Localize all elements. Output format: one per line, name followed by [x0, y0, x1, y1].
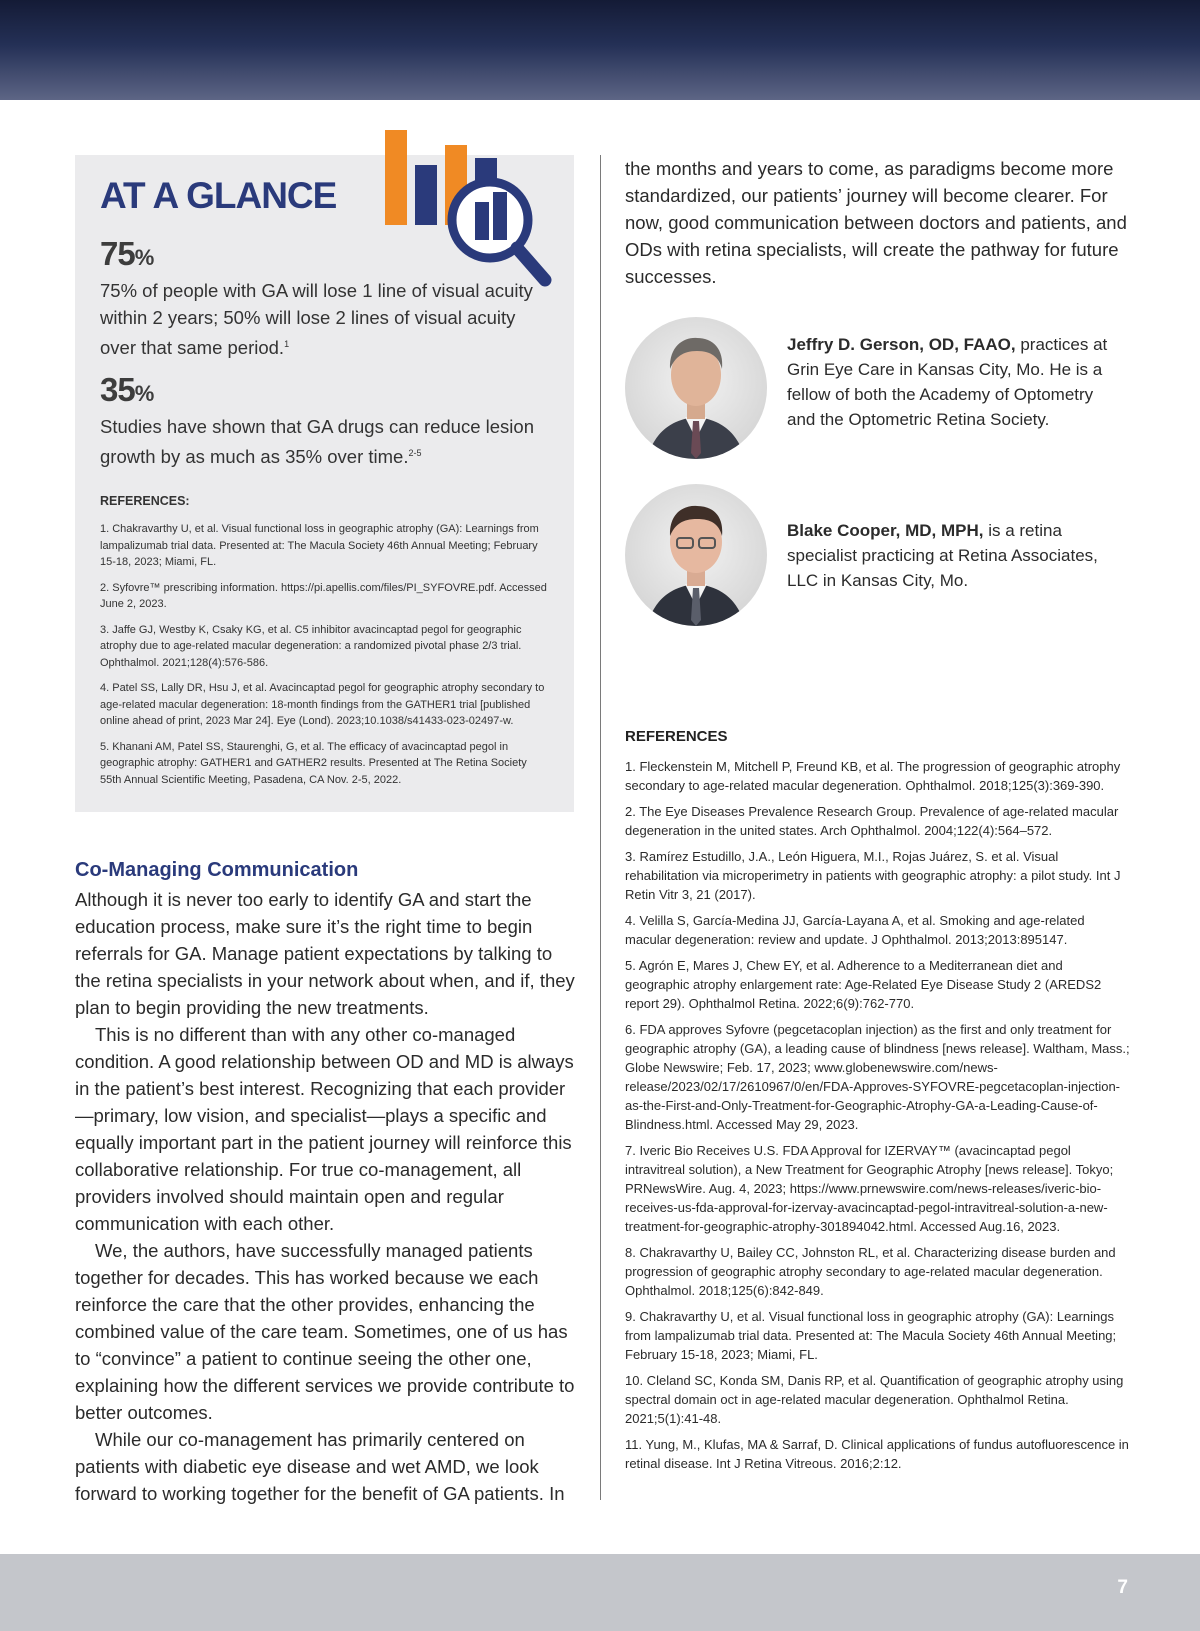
header-band — [0, 0, 1200, 100]
stat-75-value: 75% — [100, 235, 154, 272]
glance-reference: 4. Patel SS, Lally DR, Hsu J, et al. Avacincaptad pegol for geographic atrophy secondary to age-related macular degeneration: 18-month findings from the GATHER1 trial [published online ahead of print, 2023 Mar 24]. Eye (Lond). 2023;10.1038/s41433-023-02497-w. — [100, 682, 545, 727]
avatar — [625, 484, 767, 626]
footer-band — [0, 1554, 1200, 1631]
person-portrait-icon — [625, 317, 767, 459]
reference: 8. Chakravarthy U, Bailey CC, Johnston RL, et al. Characterizing disease burden and progression of geographic atrophy secondary to age-related macular degeneration. Ophthalmol. 2018;125(6):842-849. — [625, 1245, 1116, 1298]
glance-reference: 5. Khanani AM, Patel SS, Staurenghi, G, et al. The efficacy of avacincaptad pegol in geographic atrophy: GATHER1 and GATHER2 results. Presented at The Retina Society 55th Annual Scientific Meeting, Pasadena, CA Nov. 2-5, 2022. — [100, 740, 527, 786]
reference: 10. Cleland SC, Konda SM, Danis RP, et al. Quantification of geographic atrophy using spectral domain oct in age-related macular degeneration. Ophthalmol Retina. 2021;5(1):41-48. — [625, 1373, 1124, 1426]
article-body-right: the months and years to come, as paradigms become more standardized, our patients’ journey will become clearer. For now, good communication between doctors and patients, and ODs with retina specialists, will create the pathway for future successes. — [625, 158, 1127, 287]
author-bio: Blake Cooper, MD, MPH, is a retina specialist practicing at Retina Associates, LLC in Kansas City, Mo. — [787, 521, 1098, 590]
author-bio: Jeffry D. Gerson, OD, FAAO, practices at Grin Eye Care in Kansas City, Mo. He is a fellow of both the Academy of Optometry and the Optometric Retina Society. — [787, 335, 1108, 429]
person-portrait-icon — [625, 484, 767, 626]
page-number: 7 — [1117, 1577, 1128, 1598]
reference: 9. Chakravarthy U, et al. Visual functional loss in geographic atrophy (GA): Learnings from lampalizumab trial data. Presented at: The Macula Society 46th Annual Meeting; February 15-18, 2023; Miami, FL. — [625, 1309, 1117, 1362]
article-body-left — [75, 886, 580, 1507]
paragraph: While our co-management has primarily centered on patients with diabetic eye disease and wet AMD, we look forward to working together for the benefit of GA patients. In — [75, 1429, 565, 1504]
stat-35-value: 35% — [100, 371, 154, 408]
glance-title: AT A GLANCE — [100, 175, 337, 216]
references-title: REFERENCES — [625, 728, 728, 745]
reference: 2. The Eye Diseases Prevalence Research Group. Prevalence of age-related macular degeneration in the united states. Arch Ophthalmol. 2004;122(4):564–572. — [625, 804, 1119, 838]
author-card-cooper — [625, 484, 1145, 629]
at-a-glance-box — [75, 155, 574, 812]
stat-35-text: Studies have shown that GA drugs can reduce lesion growth by as much as 35% over time.$^{2-5}$ — [100, 416, 534, 468]
reference: 11. Yung, M., Klufas, MA & Sarraf, D. Clinical applications of fundus autofluorescence in retinal disease. Int J Retina Vitreous. 2016;2:12. — [625, 1437, 1129, 1471]
author-card-gerson — [625, 317, 1145, 462]
reference: 6. FDA approves Syfovre (pegcetacoplan injection) as the first and only treatment for geographic atrophy (GA), a leading cause of blindness [news release]. Waltham, Mass.; Globe Newswire; Feb. 17, 2023; www.globenewswire.com/news-release/2023/02/17/2610967/0/en/FDA-Approves-SYFOVRE-pegcetacoplan-injection-as-the-First-and-Only-Treatment-for-Geographic-Atrophy-GA-a-Leading-Cause-of-Blindness.html. Accessed May 29, 2023. — [625, 1022, 1130, 1132]
paragraph: We, the authors, have successfully managed patients together for decades. This has worked because we each reinforce the care that the other provides, enhancing the combined value of the care team. Sometimes, one of us has to “convince” a patient to continue seeing the other one, explaining how the different services we provide contribute to better outcomes. — [75, 1240, 575, 1423]
glance-reference: 3. Jaffe GJ, Westby K, Csaky KG, et al. C5 inhibitor avacincaptad pegol for geographic atrophy due to age-related macular degeneration: a randomized pivotal phase 2/3 trial. Ophthalmol. 2021;128(4):576-586. — [100, 623, 522, 669]
glance-references-title: REFERENCES: — [100, 494, 190, 508]
reference: 5. Agrón E, Mares J, Chew EY, et al. Adherence to a Mediterranean diet and geographic atrophy enlargement rate: Age-Related Eye Disease Study 2 (AREDS2 report 29). Ophthalmol Retina. 2022;6(9):762-770. — [625, 958, 1102, 1011]
glance-reference: 2. Syfovre™ prescribing information. https://pi.apellis.com/files/PI_SYFOVRE.pdf. Accessed June 2, 2023. — [100, 581, 547, 610]
reference: 1. Fleckenstein M, Mitchell P, Freund KB, et al. The progression of geographic atrophy secondary to age-related macular degeneration. Ophthalmol. 2018;125(3):369-390. — [625, 759, 1121, 793]
reference: 7. Iveric Bio Receives U.S. FDA Approval for IZERVAY™ (avacincaptad pegol intravitreal solution), a New Treatment for Geographic Atrophy [news release]. Tokyo; PRNewsWire. Aug. 4, 2023; https://www.prnewswire.com/news-releases/iveric-bio-receives-us-fda-approval-for-izervay-avacincaptad-pegol-intravitreal-solution-a-new-treatment-for-geographic-atrophy-301894042.html. Accessed Aug.16, 2023. — [625, 1143, 1114, 1234]
glance-references-list — [100, 521, 550, 797]
paragraph: Although it is never too early to identify GA and start the education process, make sure it’s the right time to begin referrals for GA. Manage patient expectations by talking to the retina specialists in your network about when, and if, they plan to begin providing the new treatments. — [75, 889, 575, 1018]
references-list — [625, 757, 1130, 1480]
avatar — [625, 317, 767, 459]
paragraph: This is no different than with any other co-managed condition. A good relationship between OD and MD is always in the patient’s best interest. Recognizing that each provider—primary, low vision, and specialist—plays a specific and equally important part in the patient journey will reinforce this collaborative relationship. For true co-management, all providers involved should maintain open and regular communication with each other. — [75, 1024, 574, 1234]
stat-75-text: 75% of people with GA will lose 1 line of visual acuity within 2 years; 50% will lose 2 lines of visual acuity over that same period.$^1$ — [100, 280, 533, 359]
section-heading: Co-Managing Communication — [75, 859, 359, 881]
reference: 4. Velilla S, García-Medina JJ, García-Layana A, et al. Smoking and age-related macular degeneration: review and update. J Ophthalmol. 2013;2013:895147. — [625, 913, 1085, 947]
bar-chart-magnifier-icon — [375, 130, 555, 300]
reference: 3. Ramírez Estudillo, J.A., León Higuera, M.I., Rojas Juárez, S. et al. Visual rehabilitation via microperimetry in patients with geographic atrophy: a pilot study. Int J Retin Vitr 3, 21 (2017). — [625, 849, 1121, 902]
glance-reference: 1. Chakravarthy U, et al. Visual functional loss in geographic atrophy (GA): Learnings from lampalizumab trial data. Presented at: The Macula Society 46th Annual Meeting; February 15-18, 2023; Miami, FL. — [100, 523, 539, 568]
column-divider — [600, 155, 601, 1500]
